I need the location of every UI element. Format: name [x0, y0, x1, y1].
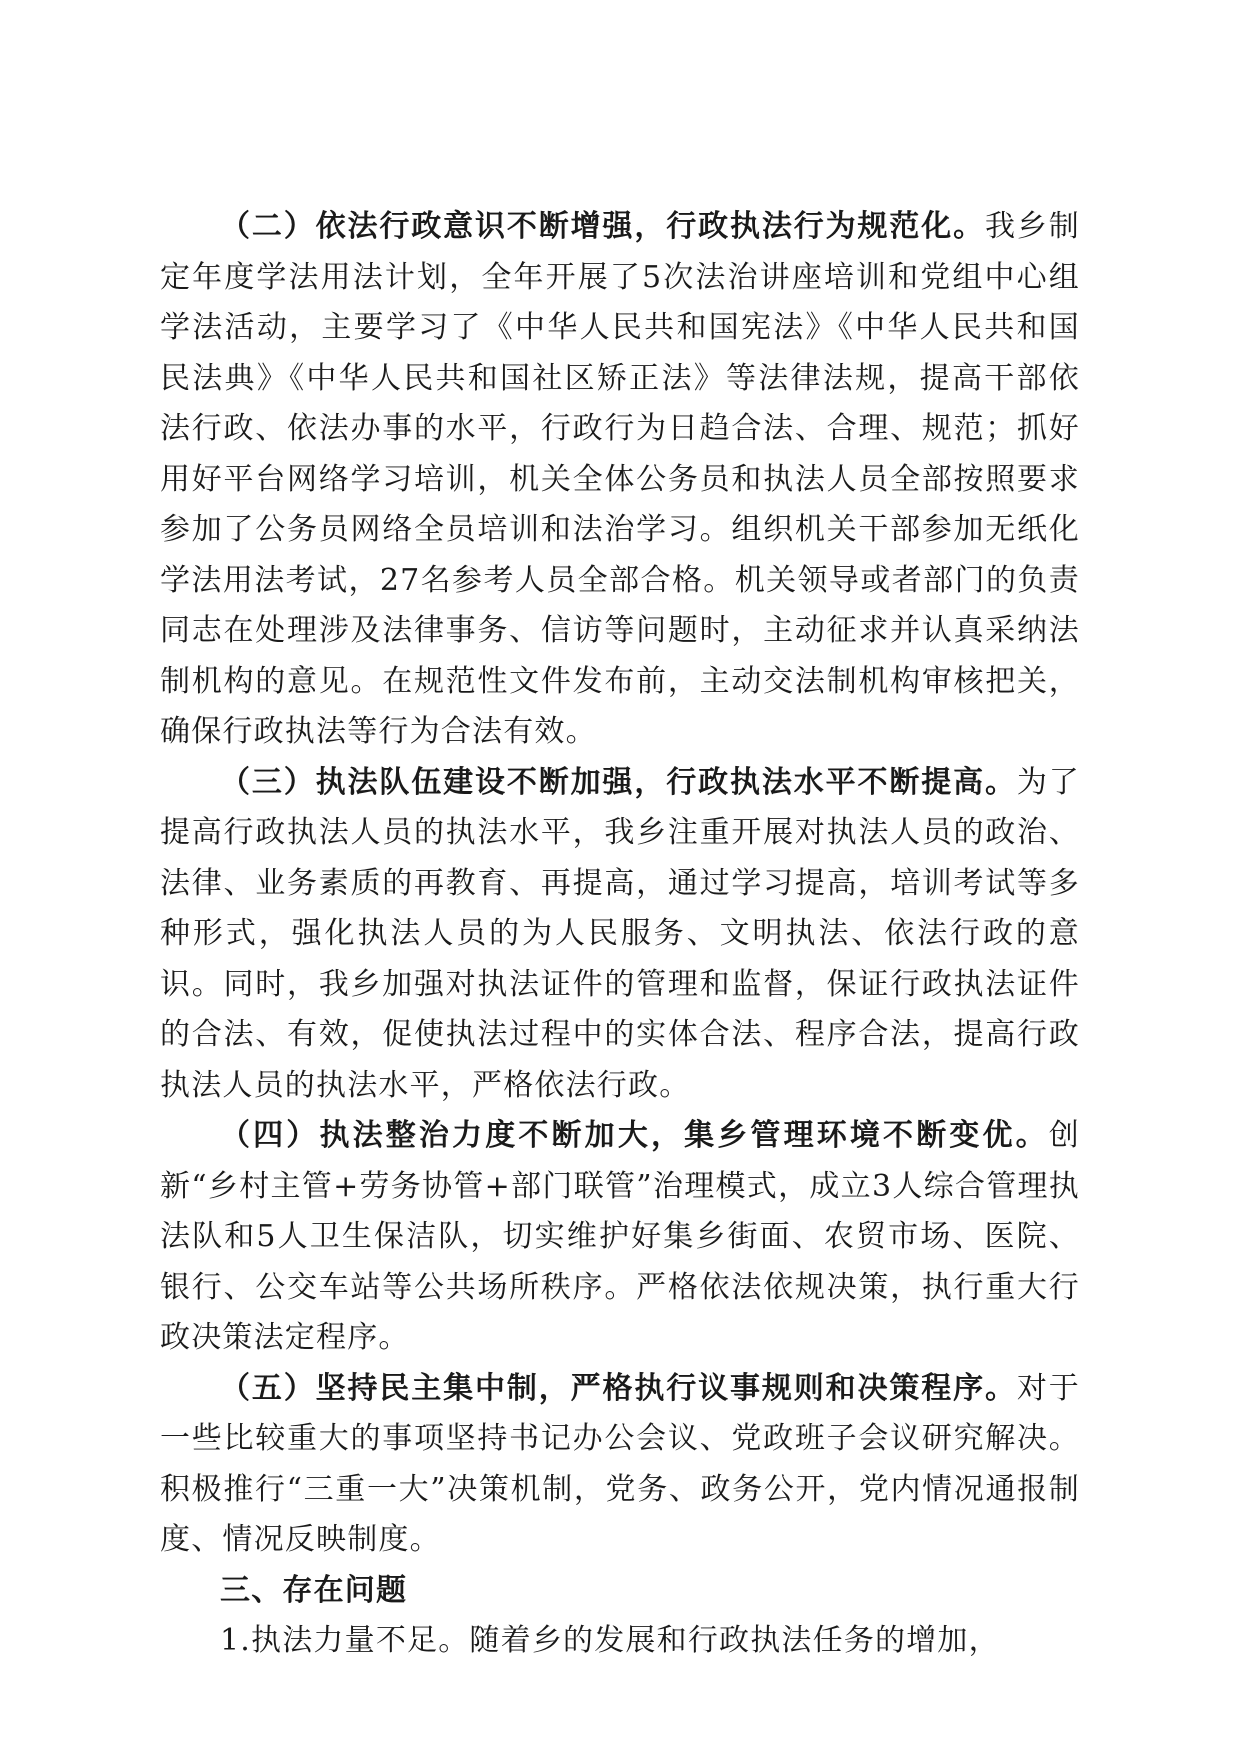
section-5-body: 对于一些比较重大的事项坚持书记办公会议、党政班子会议研究解决。积极推行“三重一大”决策机制，党务、政务公开，党内情况通报制度、情况反映制度。 [160, 1370, 1080, 1557]
section-3-body: 为了提高行政执法人员的执法水平，我乡注重开展对执法人员的政治、法律、业务素质的再教育、再提高，通过学习提高，培训考试等多种形式，强化执法人员的为人民服务、文明执法、依法行政的意识。同时，我乡加强对执法证件的管理和监督，保证行政执法证件的合法、有效，促使执法过程中的实体合法、程序合法，提高行政执法人员的执法水平，严格依法行政。 [160, 764, 1080, 1103]
section-2-body: 我乡制定年度学法用法计划，全年开展了5次法治讲座培训和党组中心组学法活动，主要学习了《中华人民共和国宪法》《中华人民共和国民法典》《中华人民共和国社区矫正法》等法律法规，提高干部依法行政、依法办事的水平，行政行为日趋合法、合理、规范；抓好用好平台网络学习培训，机关全体公务员和执法人员全部按照要求参加了公务员网络全员培训和法治学习。组织机关干部参加无纸化学法用法考试，27名参考人员全部合格。机关领导或者部门的负责同志在处理涉及法律事务、信访等问题时，主动征求并认真采纳法制机构的意见。在规范性文件发布前，主动交法制机构审核把关，确保行政执法等行为合法有效。 [160, 209, 1080, 749]
problems-heading: 三、存在问题 [220, 1572, 408, 1608]
section-5-paragraph [160, 1364, 1080, 1566]
problem-item-1: 1.执法力量不足。随着乡的发展和行政执法任务的增加， [220, 1623, 1000, 1658]
section-3-heading: （三）执法队伍建设不断加强，行政执法水平不断提高。 [220, 764, 1017, 800]
section-4-heading: （四）执法整治力度不断加大，集乡管理环境不断变优。 [220, 1118, 1049, 1153]
section-4-body: 创新“乡村主管+劳务协管+部门联管”治理模式，成立3人综合管理执法队和5人卫生保洁队，切实维护好集乡街面、农贸市场、医院、银行、公交车站等公共场所秩序。严格依法依规决策，执行重大行政决策法定程序。 [160, 1118, 1080, 1355]
section-2-heading: （二）依法行政意识不断增强，行政执法行为规范化。 [220, 209, 986, 244]
section-4-paragraph [160, 1111, 1080, 1364]
section-3-paragraph [160, 758, 1080, 1112]
document-page [160, 202, 1080, 1667]
section-5-heading: （五）坚持民主集中制，严格执行议事规则和决策程序。 [220, 1370, 1017, 1406]
section-2-paragraph [160, 202, 1080, 758]
